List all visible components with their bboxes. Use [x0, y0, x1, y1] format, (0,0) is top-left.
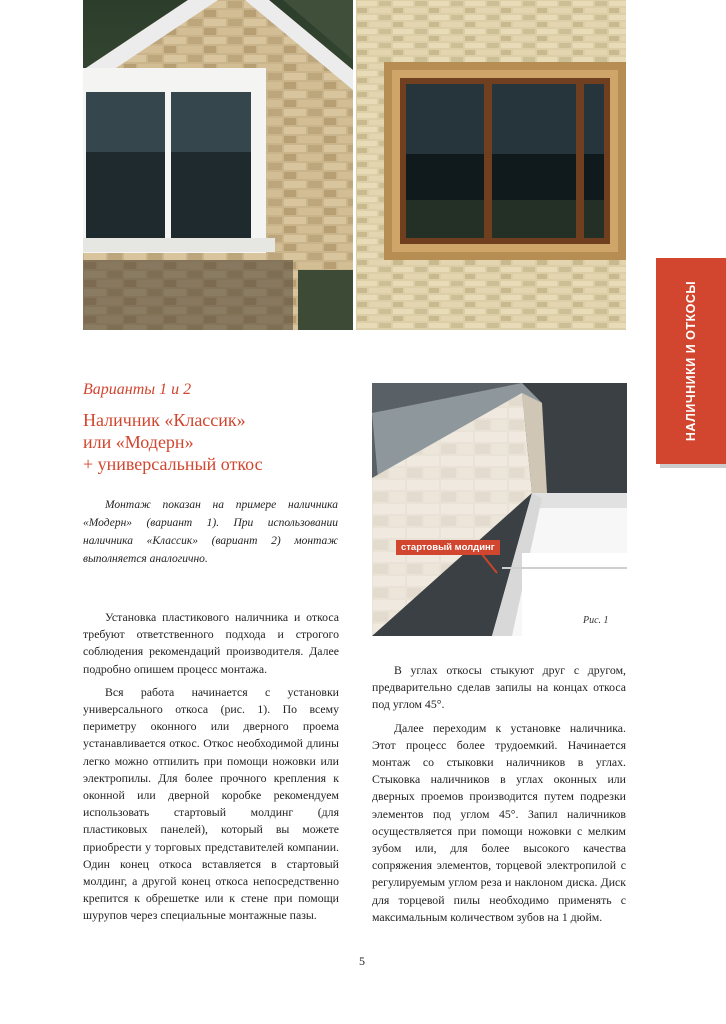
- paragraph: Установка пластикового наличника и откоса требуют ответственного подхода и строгого соблюдения рекомендаций производителя. Далее подробно опишем процесс монтажа.: [83, 610, 339, 676]
- paragraph: В углах откосы стыкуют друг с другом, предварительно сделав запилы на концах откоса под углом 45°.: [372, 663, 626, 712]
- title-line: Наличник «Классик»: [83, 410, 246, 430]
- title-line: + универсальный откос: [83, 454, 263, 474]
- page-number: 5: [359, 954, 365, 968]
- variant-heading: Варианты 1 и 2: [83, 381, 192, 398]
- paragraph: Вся работа начинается с установки универсального откоса (рис. 1). По всему периметру оконного или дверного проема устанавливается откос. Откос необходимой длины легко можно отпилить при помощи ножовки или электропилы. Для более прочного крепления к оконной или дверной коробке рекомендуем использовать стартовый молдинг (для пластиковых панелей), который вы можете приобрести у торговых представителей компании. Один конец откоса вставляется в стартовый молдинг, а другой конец откоса непосредственно крепится к обрешетке или к стене при помощи шурупов через специальные монтажные пазы.: [83, 684, 339, 923]
- left-text-column: [83, 609, 339, 931]
- paragraph: Далее переходим к установке наличника. Этот процесс более трудоемкий. Начинается монтаж со стыковки наличников в углах. Стыковка наличников в углах оконных или дверных проемов производится путем подрезки элементов под углом 45°. Запил наличников осуществляется при помощи ножовки с мелким зубом или, для более высокого качества сопряжения элементов, торцевой электропилой с регулируемым углом реза и наклоном диска. Диск для торцевой пилы необходимо применять с максимальным количеством зубов на 1 дюйм.: [372, 720, 626, 924]
- intro-note: Монтаж показан на примере наличника «Модерн» (вариант 1). При использовании наличника «Классик» (вариант 2) монтаж выполняется аналогично.: [83, 499, 338, 565]
- right-text-column: [372, 662, 626, 932]
- photo-house-window-classic: [83, 0, 353, 330]
- starter-molding-callout: стартовый молдинг: [396, 540, 500, 555]
- section-tab-label: НАЛИЧНИКИ И ОТКОСЫ: [684, 280, 698, 442]
- figure-label: Рис. 1: [583, 615, 609, 626]
- article-title: [83, 409, 263, 475]
- title-line: или «Модерн»: [83, 432, 194, 452]
- figure-1-photo: [372, 383, 627, 636]
- section-side-tab: [656, 258, 726, 464]
- photo-window-modern-frame: [356, 0, 626, 330]
